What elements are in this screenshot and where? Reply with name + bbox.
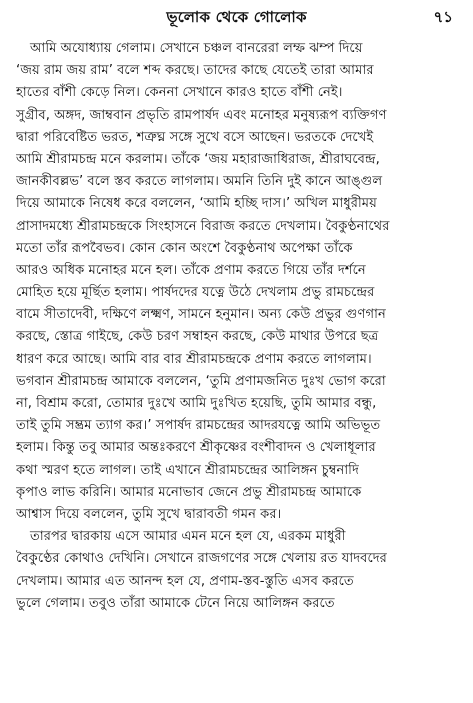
paragraph-line: হাতের বাঁশী কেড়ে নিল। কেননা সেখানে কারও হাতে বাঁশী নেই। [16, 85, 343, 101]
paragraph-line: ‘জয় রাম জয় রাম’ বলে শব্দ করছে। তাদের কাছে যেতেই তারা আমার [16, 63, 374, 79]
paragraph-line: তাই তুমি সম্ভ্রম ত্যাগ কর।’ সপার্ষদ রামচন্দ্রের আদরযত্নে আমি অভিভূত [16, 418, 381, 434]
paragraph-line: সুগ্রীব, অঙ্গদ, জাম্ববান প্রভৃতি রামপার্ষদ এবং মনোহর মনুষ্যরূপ ব্যক্তিগণ [16, 107, 387, 123]
paragraph-line: কথা স্মরণ হতে লাগল। তাই এখানে শ্রীরামচন্দ্রের আলিঙ্গন চুম্বনাদি [16, 462, 359, 478]
paragraph-line: মোহিত হয়ে মূর্ছিত হলাম। পার্ষদদের যত্নে উঠে দেখলাম প্রভু রামচন্দ্রের [16, 285, 375, 301]
paragraph-line: আমি শ্রীরামচন্দ্র মনে করলাম। তাঁকে ‘জয় মহারাজাধিরাজ, শ্রীরাঘবেন্দ্র, [16, 151, 380, 167]
paragraph-line: দেখলাম। আমার এত আনন্দ হল যে, প্রণাম-স্তব-স্তুতি এসব করতে [16, 573, 354, 589]
paragraph-line: ধারণ করে আছে। আমি বার বার শ্রীরামচন্দ্রকে প্রণাম করতে লাগলাম। [16, 351, 372, 367]
paragraph-line: ভুলে গেলাম। তবুও তাঁরা আমাকে টেনে নিয়ে আলিঙ্গন করতে [16, 595, 335, 611]
paragraph-line: দ্বারা পরিবেষ্টিত ভরত, শত্রুঘ্ন সঙ্গে সুখে বসে আছেন। ভরতকে দেখেই [16, 129, 374, 145]
paragraph-line: কৃপাও লাভ করিনি। আমার মনোভাব জেনে প্রভু শ্রীরামচন্দ্র আমাকে [16, 484, 362, 500]
page-number: ৭১ [433, 8, 453, 26]
paragraph-line: প্রাসাদমধ্যে শ্রীরামচন্দ্রকে সিংহাসনে বিরাজ করতে দেখলাম। বৈকুণ্ঠনাথের [16, 218, 390, 234]
paragraph-line: হলাম। কিন্তু তবু আমার অন্তঃকরণে শ্রীকৃষ্ণের বংশীবাদন ও খেলাধূলার [16, 440, 376, 456]
paragraph-line: জানকীবল্লভ’ বলে স্তব করতে লাগলাম। অমনি তিনি দুই কানে আঙ্গুল [16, 174, 383, 190]
paragraph-line: আমি অযোধ্যায় গেলাম। সেখানে চঞ্চল বানরেরা লম্ফ ঝম্প দিয়ে [30, 41, 363, 56]
running-header [0, 6, 473, 32]
paragraph-line: বৈকুণ্ঠের কোথাও দেখিনি। সেখানে রাজগণের সঙ্গে খেলায় রত যাদবদের [16, 551, 387, 567]
paragraph-line: করছে, স্তোত্র গাইছে, কেউ চরণ সম্বাহন করছে, কেউ মাথার উপরে ছত্র [16, 329, 379, 345]
paragraph-line: আরও অধিক মনোহর মনে হল। তাঁকে প্রণাম করতে গিয়ে তাঁর দর্শনে [16, 262, 366, 278]
paragraph-line: বামে সীতাদেবী, দক্ষিণে লক্ষ্মণ, সামনে হনুমান। অন্য কেউ প্রভুর গুণগান [16, 307, 386, 323]
body-text [16, 38, 459, 615]
paragraph-line: দিয়ে আমাকে নিষেধ করে বললেন, ‘আমি হচ্ছি দাস।’ অখিল মাধুরীময় [16, 196, 377, 212]
paragraph-line: আশ্বাস দিয়ে বললেন, তুমি সুখে দ্বারাবতী গমন কর। [16, 506, 282, 522]
paragraph-line: মতো তাঁর রূপবৈভব। কোন কোন অংশে বৈকুণ্ঠনাথ অপেক্ষা তাঁকে [16, 240, 353, 256]
chapter-title: ভূলোক থেকে গোলোক [166, 8, 307, 26]
paragraph-line: ভগবান শ্রীরামচন্দ্র আমাকে বললেন, ‘তুমি প্রণামজনিত দুঃখ ভোগ করো [16, 373, 386, 389]
paragraph-line: তারপর দ্বারকায় এসে আমার এমন মনে হল যে, এরকম মাধুরী [30, 529, 346, 545]
paragraph-line: না, বিশ্রাম করো, তোমার দুঃখে আমি দুঃখিত হয়েছি, তুমি আমার বন্ধু, [16, 396, 377, 411]
